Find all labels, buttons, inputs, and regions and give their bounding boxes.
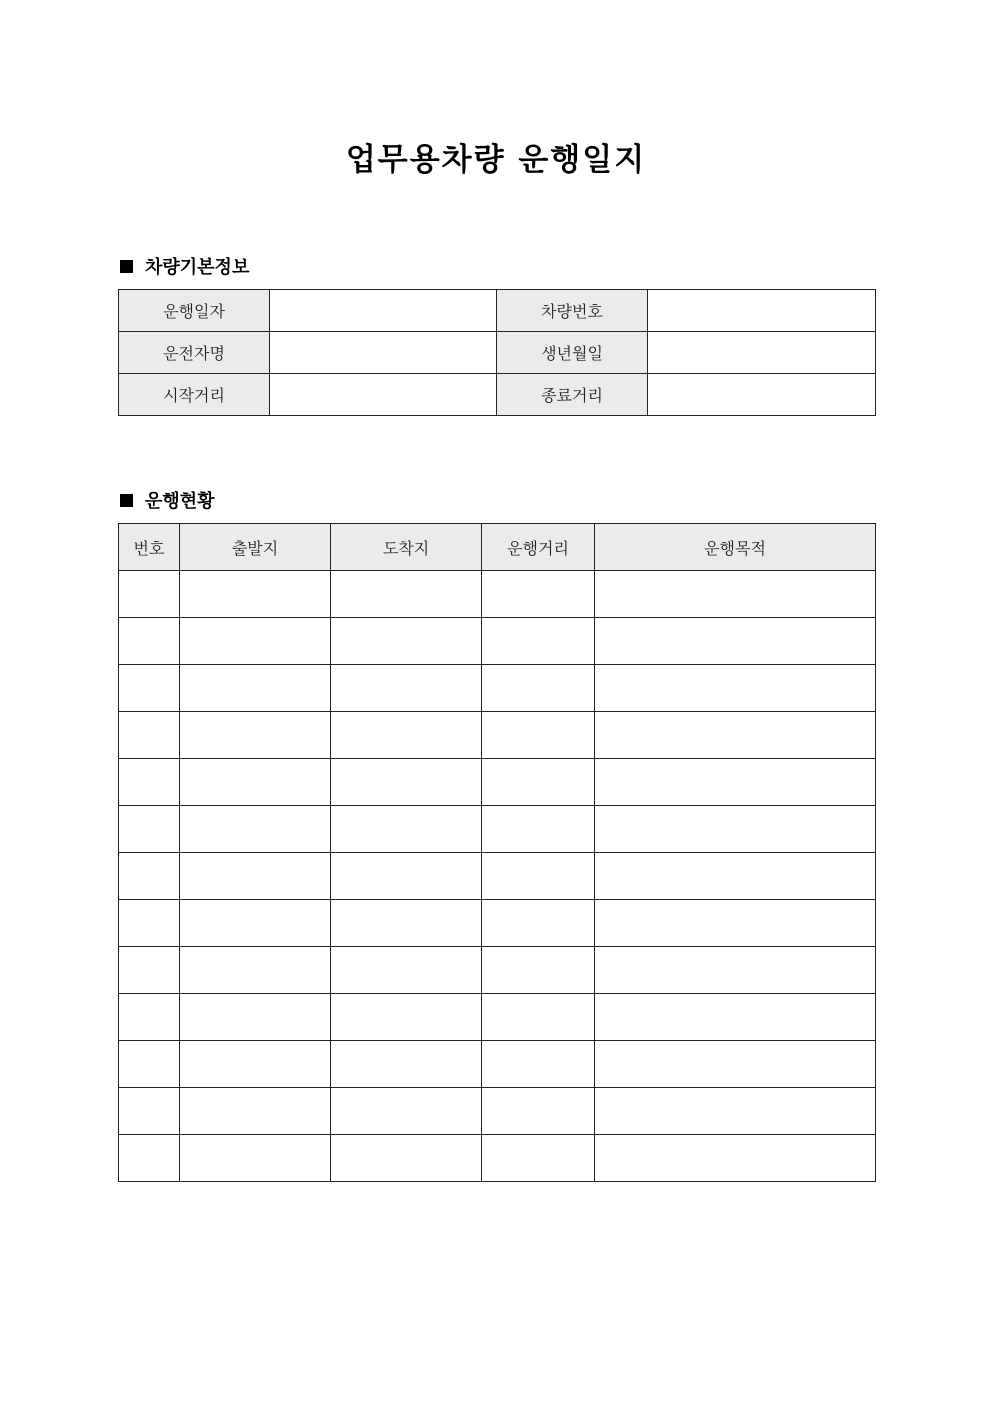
distance-cell[interactable]	[482, 571, 595, 618]
column-header-number: 번호	[119, 524, 180, 571]
departure-cell[interactable]	[180, 994, 331, 1041]
distance-cell[interactable]	[482, 947, 595, 994]
number-cell[interactable]	[119, 994, 180, 1041]
departure-cell[interactable]	[180, 1041, 331, 1088]
purpose-cell[interactable]	[595, 947, 876, 994]
table-row	[119, 853, 876, 900]
table-row	[119, 712, 876, 759]
arrival-cell[interactable]	[331, 900, 482, 947]
departure-cell[interactable]	[180, 665, 331, 712]
departure-cell[interactable]	[180, 853, 331, 900]
number-cell[interactable]	[119, 1041, 180, 1088]
number-cell[interactable]	[119, 618, 180, 665]
label-cell: 운전자명	[119, 332, 270, 374]
distance-cell[interactable]	[482, 665, 595, 712]
departure-cell[interactable]	[180, 759, 331, 806]
table-row	[119, 1041, 876, 1088]
input-cell-driver[interactable]	[270, 332, 497, 374]
arrival-cell[interactable]	[331, 1088, 482, 1135]
table-row	[119, 290, 876, 332]
arrival-cell[interactable]	[331, 853, 482, 900]
number-cell[interactable]	[119, 1135, 180, 1182]
table-row	[119, 1088, 876, 1135]
purpose-cell[interactable]	[595, 759, 876, 806]
departure-cell[interactable]	[180, 1135, 331, 1182]
purpose-cell[interactable]	[595, 853, 876, 900]
departure-cell[interactable]	[180, 947, 331, 994]
departure-cell[interactable]	[180, 571, 331, 618]
column-header-departure: 출발지	[180, 524, 331, 571]
purpose-cell[interactable]	[595, 994, 876, 1041]
departure-cell[interactable]	[180, 712, 331, 759]
purpose-cell[interactable]	[595, 712, 876, 759]
arrival-cell[interactable]	[331, 1041, 482, 1088]
number-cell[interactable]	[119, 853, 180, 900]
input-cell-date[interactable]	[270, 290, 497, 332]
section-heading-label: 운행현황	[145, 491, 215, 512]
departure-cell[interactable]	[180, 900, 331, 947]
distance-cell[interactable]	[482, 712, 595, 759]
purpose-cell[interactable]	[595, 1041, 876, 1088]
arrival-cell[interactable]	[331, 994, 482, 1041]
purpose-cell[interactable]	[595, 618, 876, 665]
purpose-cell[interactable]	[595, 806, 876, 853]
number-cell[interactable]	[119, 806, 180, 853]
vehicle-info-table	[118, 289, 876, 416]
input-cell-plate[interactable]	[648, 290, 876, 332]
driving-log-table	[118, 523, 876, 1182]
table-row	[119, 806, 876, 853]
number-cell[interactable]	[119, 900, 180, 947]
square-bullet-icon	[120, 260, 133, 273]
column-header-arrival: 도착지	[331, 524, 482, 571]
label-cell: 차량번호	[497, 290, 648, 332]
table-row	[119, 759, 876, 806]
section-heading-label: 차량기본정보	[145, 257, 250, 278]
purpose-cell[interactable]	[595, 571, 876, 618]
number-cell[interactable]	[119, 947, 180, 994]
arrival-cell[interactable]	[331, 665, 482, 712]
number-cell[interactable]	[119, 712, 180, 759]
purpose-cell[interactable]	[595, 665, 876, 712]
section-heading-driving-log	[120, 487, 215, 513]
departure-cell[interactable]	[180, 806, 331, 853]
table-row	[119, 571, 876, 618]
label-cell: 생년월일	[497, 332, 648, 374]
distance-cell[interactable]	[482, 900, 595, 947]
driving-log-body	[119, 571, 876, 1182]
purpose-cell[interactable]	[595, 900, 876, 947]
distance-cell[interactable]	[482, 618, 595, 665]
number-cell[interactable]	[119, 1088, 180, 1135]
departure-cell[interactable]	[180, 1088, 331, 1135]
label-cell: 운행일자	[119, 290, 270, 332]
table-row	[119, 900, 876, 947]
arrival-cell[interactable]	[331, 1135, 482, 1182]
arrival-cell[interactable]	[331, 806, 482, 853]
table-row	[119, 374, 876, 416]
distance-cell[interactable]	[482, 1135, 595, 1182]
square-bullet-icon	[120, 494, 133, 507]
column-header-distance: 운행거리	[482, 524, 595, 571]
arrival-cell[interactable]	[331, 571, 482, 618]
arrival-cell[interactable]	[331, 618, 482, 665]
input-cell-start-distance[interactable]	[270, 374, 497, 416]
purpose-cell[interactable]	[595, 1088, 876, 1135]
label-cell: 시작거리	[119, 374, 270, 416]
number-cell[interactable]	[119, 759, 180, 806]
distance-cell[interactable]	[482, 1088, 595, 1135]
arrival-cell[interactable]	[331, 759, 482, 806]
purpose-cell[interactable]	[595, 1135, 876, 1182]
table-row	[119, 1135, 876, 1182]
label-cell: 종료거리	[497, 374, 648, 416]
distance-cell[interactable]	[482, 853, 595, 900]
table-row	[119, 994, 876, 1041]
arrival-cell[interactable]	[331, 712, 482, 759]
arrival-cell[interactable]	[331, 947, 482, 994]
input-cell-end-distance[interactable]	[648, 374, 876, 416]
departure-cell[interactable]	[180, 618, 331, 665]
table-header-row	[119, 524, 876, 571]
input-cell-birthdate[interactable]	[648, 332, 876, 374]
section-heading-vehicle-info	[120, 253, 249, 279]
distance-cell[interactable]	[482, 994, 595, 1041]
column-header-purpose: 운행목적	[595, 524, 876, 571]
table-row	[119, 665, 876, 712]
distance-cell[interactable]	[482, 759, 595, 806]
table-row	[119, 947, 876, 994]
table-row	[119, 618, 876, 665]
distance-cell[interactable]	[482, 1041, 595, 1088]
number-cell[interactable]	[119, 665, 180, 712]
number-cell[interactable]	[119, 571, 180, 618]
distance-cell[interactable]	[482, 806, 595, 853]
document-title: 업무용차량 운행일지	[345, 142, 647, 178]
table-row	[119, 332, 876, 374]
